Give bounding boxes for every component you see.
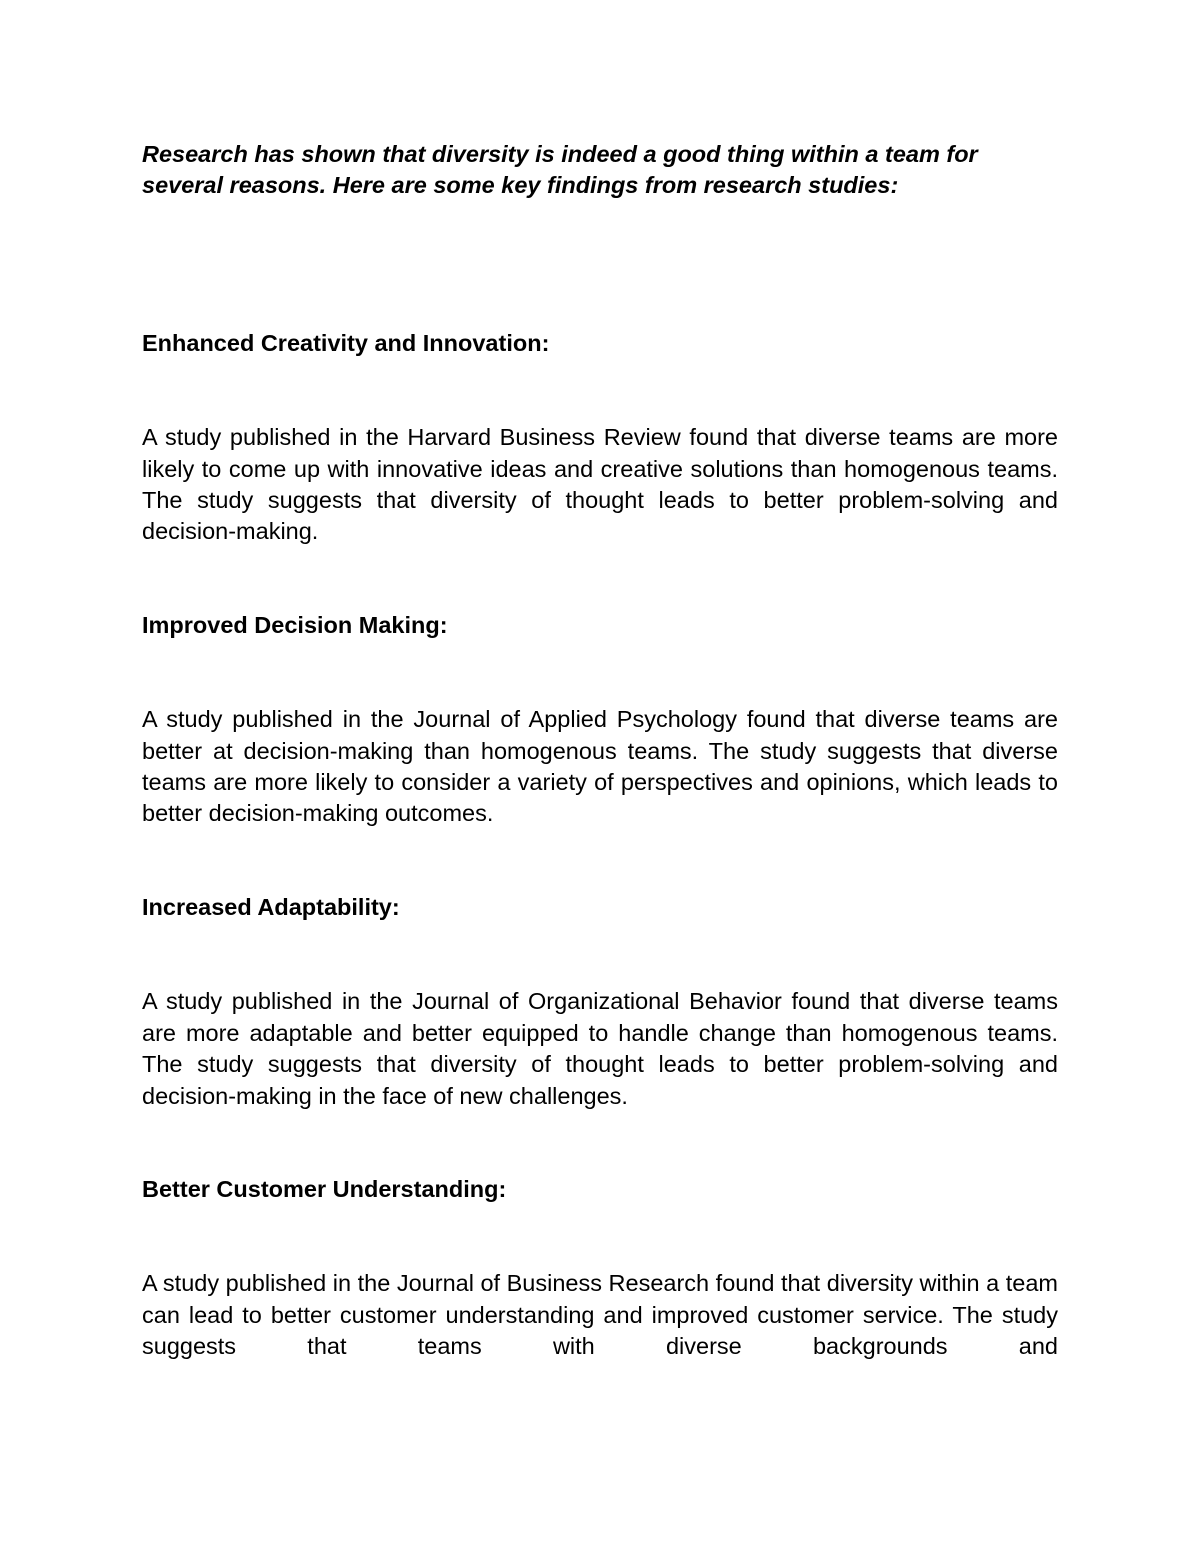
spacer	[142, 359, 1058, 422]
spacer	[142, 1112, 1058, 1174]
section-heading-creativity: Enhanced Creativity and Innovation:	[142, 329, 550, 356]
spacer	[142, 830, 1058, 892]
section-body-adaptability: A study published in the Journal of Organizational Behavior found that diverse teams are more adaptable and better equipped to handle change than homogenous teams. The study suggests that diversity of thought leads to better problem-solving and decision-making in the face of new challenges.	[142, 988, 1058, 1109]
intro-paragraph: Research has shown that diversity is indeed a good thing within a team for several reasons. Here are some key findings from research studies:	[142, 141, 978, 199]
section-body-customer-understanding: A study published in the Journal of Business Research found that diversity within a team can lead to better customer understanding and improved customer service. The study suggests that teams with diverse backgrounds and	[142, 1270, 1058, 1360]
spacer	[142, 202, 1058, 328]
section-heading-customer-understanding: Better Customer Understanding:	[142, 1175, 507, 1202]
section-heading-adaptability: Increased Adaptability:	[142, 893, 400, 920]
section-body-creativity: A study published in the Harvard Business Review found that diverse teams are more likely to come up with innovative ideas and creative solutions than homogenous teams. The study suggests that diversity of thought leads to better problem-solving and decision-making.	[142, 424, 1058, 545]
spacer	[142, 548, 1058, 610]
spacer	[142, 1205, 1058, 1268]
spacer	[142, 641, 1058, 704]
section-body-decision-making: A study published in the Journal of Applied Psychology found that diverse teams are better at decision-making than homogenous teams. The study suggests that diverse teams are more likely to consider a variety of perspectives and opinions, which leads to better decision-making outcomes.	[142, 706, 1058, 827]
section-heading-decision-making: Improved Decision Making:	[142, 611, 448, 638]
spacer	[142, 923, 1058, 986]
document-body	[142, 139, 1058, 1363]
